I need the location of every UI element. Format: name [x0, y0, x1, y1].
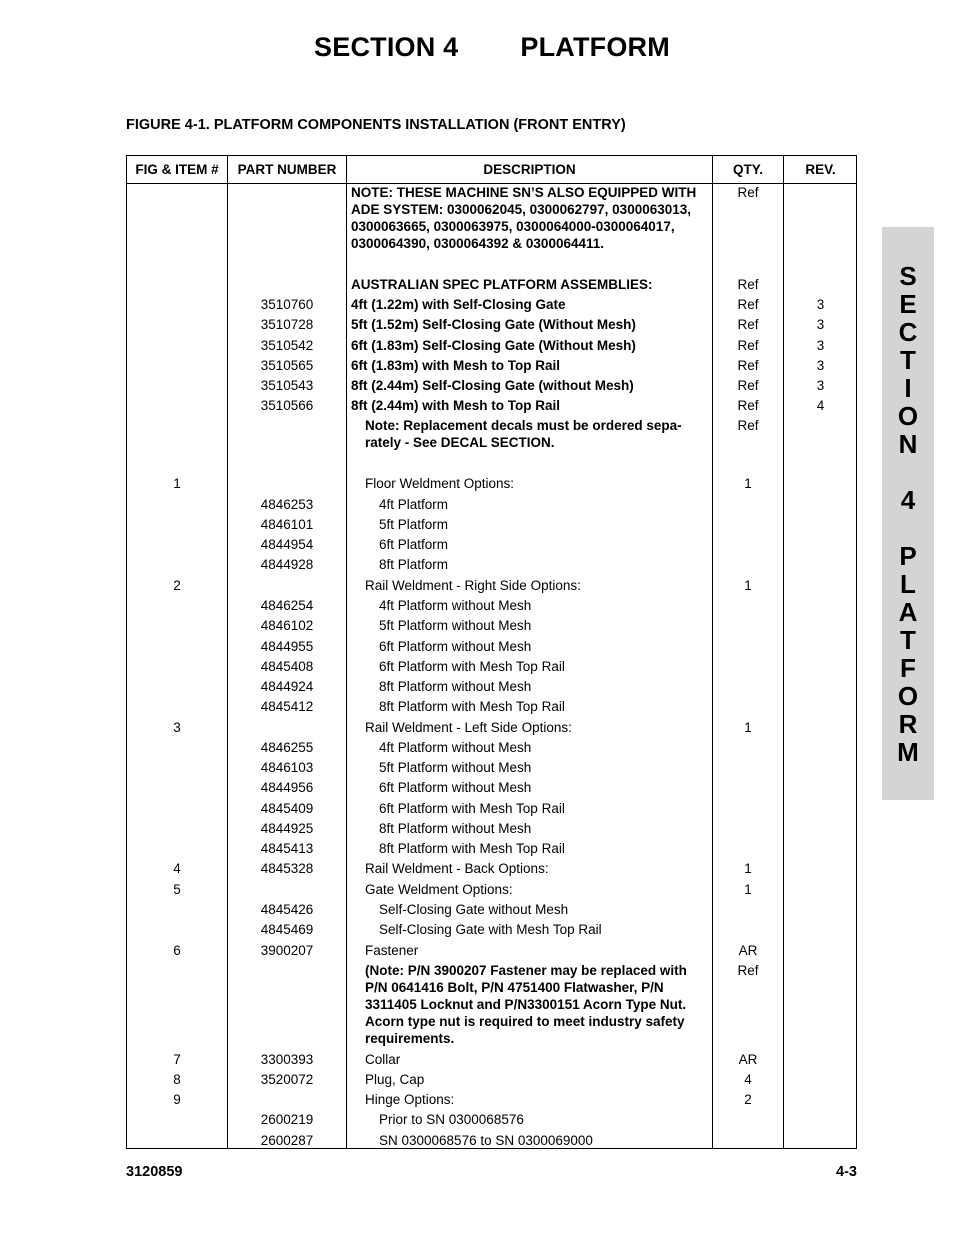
- section-tab-letter: N: [898, 429, 918, 459]
- part-number-cell: 3520072: [260, 1072, 314, 1087]
- qty-cell: Ref: [737, 185, 759, 200]
- description-cell: Collar: [365, 1052, 401, 1067]
- part-number-cell: 3510543: [260, 378, 314, 393]
- rev-cell: 3: [816, 358, 825, 373]
- section-tab: [882, 227, 934, 800]
- description-line: rately - See DECAL SECTION.: [365, 435, 555, 450]
- column-header-rev: REV.: [805, 162, 836, 177]
- description-cell: Fastener: [365, 943, 419, 958]
- fig-item-cell: 9: [173, 1092, 181, 1107]
- part-number-cell: 4845426: [260, 902, 314, 917]
- section-tab-letter: 4: [900, 485, 916, 515]
- qty-cell: 1: [744, 578, 752, 593]
- rev-cell: 4: [816, 398, 825, 413]
- description-cell: 8ft Platform with Mesh Top Rail: [379, 841, 565, 856]
- fig-item-cell: 7: [173, 1052, 181, 1067]
- section-tab-letter: O: [897, 681, 919, 711]
- description-cell: 6ft Platform without Mesh: [379, 639, 532, 654]
- description-cell: 6ft Platform with Mesh Top Rail: [379, 801, 565, 816]
- rev-cell: 3: [816, 297, 825, 312]
- part-number-cell: 4846103: [260, 760, 314, 775]
- part-number-cell: 4844928: [260, 557, 314, 572]
- part-number-cell: 4846255: [260, 740, 314, 755]
- description-cell: 8ft (2.44m) with Mesh to Top Rail: [351, 398, 561, 413]
- qty-cell: AR: [738, 1052, 758, 1067]
- description-cell: Plug, Cap: [365, 1072, 425, 1087]
- part-number-cell: 3510760: [260, 297, 314, 312]
- description-cell: 5ft Platform without Mesh: [379, 760, 532, 775]
- qty-cell: 1: [744, 720, 752, 735]
- part-number-cell: 4844924: [260, 679, 314, 694]
- part-number-cell: 3510566: [260, 398, 314, 413]
- part-number-cell: 4844925: [260, 821, 314, 836]
- description-cell: 8ft Platform with Mesh Top Rail: [379, 699, 565, 714]
- part-number-cell: 4846254: [260, 598, 314, 613]
- qty-cell: Ref: [737, 277, 759, 292]
- description-cell: 8ft (2.44m) Self-Closing Gate (without Mesh): [351, 378, 634, 393]
- part-number-cell: 4844955: [260, 639, 314, 654]
- section-tab-letter: O: [897, 401, 919, 431]
- section-tab-letter: C: [898, 317, 918, 347]
- qty-cell: 1: [744, 882, 752, 897]
- description-cell: (Note: P/N 3900207 Fastener may be replaced with P/N 0641416 Bolt, P/N 4751400 Flatwasher, P/N 3311405 Locknut and P/N3300151 Acorn Type Nut. Acorn type nut is required to meet industry safety requirements.: [365, 963, 687, 1046]
- qty-cell: Ref: [737, 378, 759, 393]
- description-cell: 6ft Platform: [379, 537, 449, 552]
- description-cell: 6ft Platform without Mesh: [379, 780, 532, 795]
- qty-cell: Ref: [737, 317, 759, 332]
- description-cell: Floor Weldment Options:: [365, 476, 515, 491]
- description-cell: 8ft Platform without Mesh: [379, 821, 532, 836]
- qty-cell: Ref: [737, 963, 759, 978]
- description-cell: 8ft Platform: [379, 557, 449, 572]
- description-cell: Rail Weldment - Back Options:: [365, 861, 549, 876]
- description-cell: 4ft Platform: [379, 497, 449, 512]
- qty-cell: Ref: [737, 398, 759, 413]
- section-title: PLATFORM: [520, 32, 670, 62]
- section-tab-letter: T: [900, 625, 916, 655]
- part-number-cell: 4845413: [260, 841, 314, 856]
- fig-item-cell: 5: [173, 882, 181, 897]
- doc-number: 3120859: [126, 1164, 183, 1180]
- qty-cell: Ref: [737, 358, 759, 373]
- part-number-cell: 4845409: [260, 801, 314, 816]
- section-label: SECTION 4: [314, 32, 459, 62]
- fig-item-cell: 4: [173, 861, 181, 876]
- part-number-cell: 4844954: [260, 537, 314, 552]
- description-cell: 4ft (1.22m) with Self-Closing Gate: [351, 297, 566, 312]
- page-title: [0, 32, 954, 63]
- rev-cell: 3: [816, 317, 825, 332]
- part-number-cell: 4846101: [260, 517, 314, 532]
- rev-cell: 3: [816, 338, 825, 353]
- description-cell: Gate Weldment Options:: [365, 882, 513, 897]
- qty-cell: 1: [744, 861, 752, 876]
- section-tab-letter: L: [900, 569, 916, 599]
- description-cell: Rail Weldment - Left Side Options:: [365, 720, 572, 735]
- section-tab-letter: A: [898, 597, 918, 627]
- description-cell: 8ft Platform without Mesh: [379, 679, 532, 694]
- description-cell: Hinge Options:: [365, 1092, 455, 1107]
- part-number-cell: 4846253: [260, 497, 314, 512]
- section-tab-letter: R: [898, 709, 918, 739]
- description-cell: SN 0300068576 to SN 0300069000: [379, 1133, 593, 1148]
- part-number-cell: 4844956: [260, 780, 314, 795]
- qty-cell: 4: [744, 1072, 752, 1087]
- section-tab-letter: S: [899, 261, 917, 291]
- column-divider: [346, 156, 347, 1148]
- column-header-fig: FIG & ITEM #: [135, 162, 219, 177]
- fig-item-cell: 8: [173, 1072, 181, 1087]
- qty-cell: AR: [738, 943, 758, 958]
- section-tab-letter: F: [900, 653, 916, 683]
- part-number-cell: 4845328: [260, 861, 314, 876]
- part-number-cell: 2600287: [260, 1133, 314, 1148]
- page-number: 4-3: [836, 1164, 857, 1180]
- qty-cell: Ref: [737, 297, 759, 312]
- section-tab-letter: M: [897, 737, 919, 767]
- description-line: Note: Replacement decals must be ordered sepa-: [365, 418, 682, 433]
- description-cell: AUSTRALIAN SPEC PLATFORM ASSEMBLIES:: [351, 277, 653, 292]
- figure-title: FIGURE 4-1. PLATFORM COMPONENTS INSTALLATION (FRONT ENTRY): [126, 117, 626, 133]
- description-cell: 5ft Platform without Mesh: [379, 618, 532, 633]
- description-cell: 5ft Platform: [379, 517, 449, 532]
- qty-cell: 2: [744, 1092, 752, 1107]
- qty-cell: Ref: [737, 418, 759, 433]
- part-number-cell: 4845469: [260, 922, 314, 937]
- part-number-cell: 4845408: [260, 659, 314, 674]
- section-tab-letter: E: [899, 289, 917, 319]
- description-cell: 6ft (1.83m) with Mesh to Top Rail: [351, 358, 561, 373]
- description-cell: 6ft (1.83m) Self-Closing Gate (Without Mesh): [351, 338, 636, 353]
- part-number-cell: 3300393: [260, 1052, 314, 1067]
- description-cell: 5ft (1.52m) Self-Closing Gate (Without Mesh): [351, 317, 636, 332]
- rev-cell: 3: [816, 378, 825, 393]
- qty-cell: Ref: [737, 338, 759, 353]
- part-number-cell: 3510565: [260, 358, 314, 373]
- part-number-cell: 3900207: [260, 943, 314, 958]
- section-tab-letter: T: [900, 345, 916, 375]
- description-cell: 4ft Platform without Mesh: [379, 598, 532, 613]
- part-number-cell: 4846102: [260, 618, 314, 633]
- fig-item-cell: 2: [173, 578, 181, 593]
- fig-item-cell: 3: [173, 720, 181, 735]
- fig-item-cell: 1: [173, 476, 181, 491]
- column-header-description: DESCRIPTION: [483, 162, 576, 177]
- description-cell: Prior to SN 0300068576: [379, 1112, 524, 1127]
- section-tab-letter: I: [904, 373, 912, 403]
- description-cell: [365, 417, 711, 451]
- description-cell: Self-Closing Gate without Mesh: [379, 902, 569, 917]
- part-number-cell: 3510728: [260, 317, 314, 332]
- description-cell: NOTE: THESE MACHINE SN’S ALSO EQUIPPED WITH ADE SYSTEM: 0300062045, 0300062797, 0300063013, 0300063665, 0300063975, 0300064000-0300064017, 0300064390, 0300064392 & 0300064411.: [351, 185, 697, 251]
- part-number-cell: 3510542: [260, 338, 314, 353]
- column-header-part: PART NUMBER: [237, 162, 337, 177]
- description-cell: Rail Weldment - Right Side Options:: [365, 578, 581, 593]
- description-cell: 4ft Platform without Mesh: [379, 740, 532, 755]
- fig-item-cell: 6: [173, 943, 181, 958]
- part-number-cell: 2600219: [260, 1112, 314, 1127]
- section-tab-letter: P: [899, 541, 917, 571]
- parts-table: [126, 155, 857, 1149]
- description-cell: Self-Closing Gate with Mesh Top Rail: [379, 922, 602, 937]
- column-header-qty: QTY.: [732, 162, 763, 177]
- part-number-cell: 4845412: [260, 699, 314, 714]
- qty-cell: 1: [744, 476, 752, 491]
- description-cell: 6ft Platform with Mesh Top Rail: [379, 659, 565, 674]
